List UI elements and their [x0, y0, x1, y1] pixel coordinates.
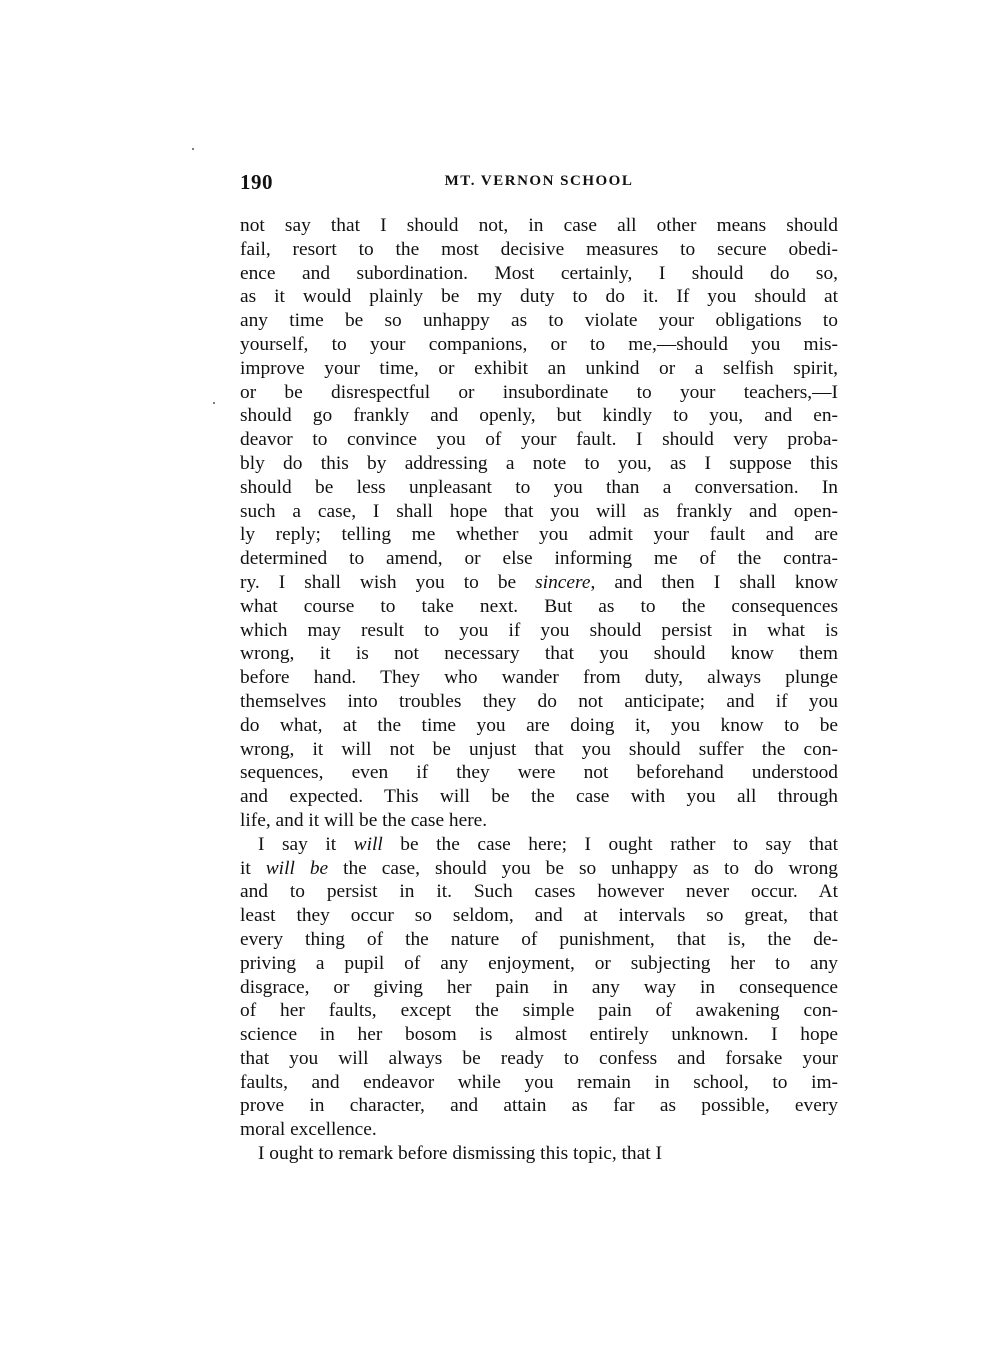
- text-line: faults, and endeavor while you remain in school, to im-: [240, 1071, 838, 1093]
- text-line: wrong, it will not be unjust that you should suffer the con-: [240, 738, 838, 760]
- text-line: do what, at the time you are doing it, you know to be: [240, 714, 838, 736]
- text-line: I ought to remark before dismissing this topic, that I: [258, 1143, 662, 1165]
- text-line: priving a pupil of any enjoyment, or subjecting her to any: [240, 952, 838, 974]
- text-line: any time be so unhappy as to violate your obligations to: [240, 310, 838, 332]
- text-line: I say it will be the case here; I ought rather to say that: [258, 833, 839, 855]
- text-line: prove in character, and attain as far as possible, every: [240, 1095, 838, 1117]
- text-line: and expected. This will be the case with you all through: [240, 786, 838, 808]
- text-line: themselves into troubles they do not anticipate; and if you: [240, 690, 838, 712]
- text-line: sequences, even if they were not beforehand understood: [240, 762, 838, 784]
- text-line: every thing of the nature of punishment, that is, the de-: [240, 928, 838, 950]
- page-number: 190: [240, 170, 273, 194]
- paragraph: [240, 833, 838, 1142]
- text-line: that you will always be ready to confess and forsake your: [240, 1047, 838, 1069]
- text-line: ence and subordination. Most certainly, I should do so,: [240, 262, 838, 284]
- text-line: and to persist in it. Such cases however never occur. At: [240, 881, 838, 903]
- text-line: life, and it will be the case here.: [240, 809, 488, 831]
- text-line: improve your time, or exhibit an unkind or a selfish spirit,: [240, 357, 838, 379]
- running-head: [240, 170, 838, 196]
- text-line: such a case, I shall hope that you will as frankly and open-: [240, 500, 838, 522]
- text-line: least they occur so seldom, and at intervals so great, that: [240, 905, 838, 927]
- text-line: bly do this by addressing a note to you, as I suppose this: [240, 452, 838, 474]
- text-line: which may result to you if you should persist in what is: [240, 619, 838, 641]
- paragraph: [240, 214, 838, 833]
- text-line: ry. I shall wish you to be sincere, and then I shall know: [240, 571, 838, 593]
- text-line: moral excellence.: [240, 1119, 377, 1141]
- text-line: it will be the case, should you be so unhappy as to do wrong: [240, 857, 838, 879]
- text-line: not say that I should not, in case all other means should: [240, 215, 838, 236]
- scan-speck: [192, 148, 194, 150]
- text-line: determined to amend, or else informing me of the contra-: [240, 548, 838, 570]
- body-text: [240, 214, 838, 1166]
- text-line: science in her bosom is almost entirely unknown. I hope: [240, 1024, 838, 1046]
- text-line: what course to take next. But as to the consequences: [240, 595, 838, 617]
- text-line: disgrace, or giving her pain in any way in consequence: [240, 976, 838, 998]
- text-line: fail, resort to the most decisive measures to secure obedi-: [240, 238, 838, 260]
- text-line: wrong, it is not necessary that you should know them: [240, 643, 838, 665]
- text-line: ly reply; telling me whether you admit your fault and are: [240, 524, 838, 546]
- text-line: of her faults, except the simple pain of awakening con-: [240, 1000, 838, 1022]
- text-line: before hand. They who wander from duty, always plunge: [240, 667, 838, 689]
- text-line: should be less unpleasant to you than a conversation. In: [240, 476, 838, 498]
- text-line: or be disrespectful or insubordinate to your teachers,—I: [240, 381, 838, 403]
- running-title: MT. VERNON SCHOOL: [444, 173, 634, 189]
- text-line: should go frankly and openly, but kindly to you, and en-: [240, 405, 838, 427]
- text-line: deavor to convince you of your fault. I should very proba-: [240, 429, 838, 451]
- scan-speck: [213, 402, 215, 404]
- paragraph: [240, 1142, 838, 1166]
- text-line: yourself, to your companions, or to me,—should you mis-: [240, 333, 838, 355]
- text-line: as it would plainly be my duty to do it. If you should at: [240, 286, 838, 308]
